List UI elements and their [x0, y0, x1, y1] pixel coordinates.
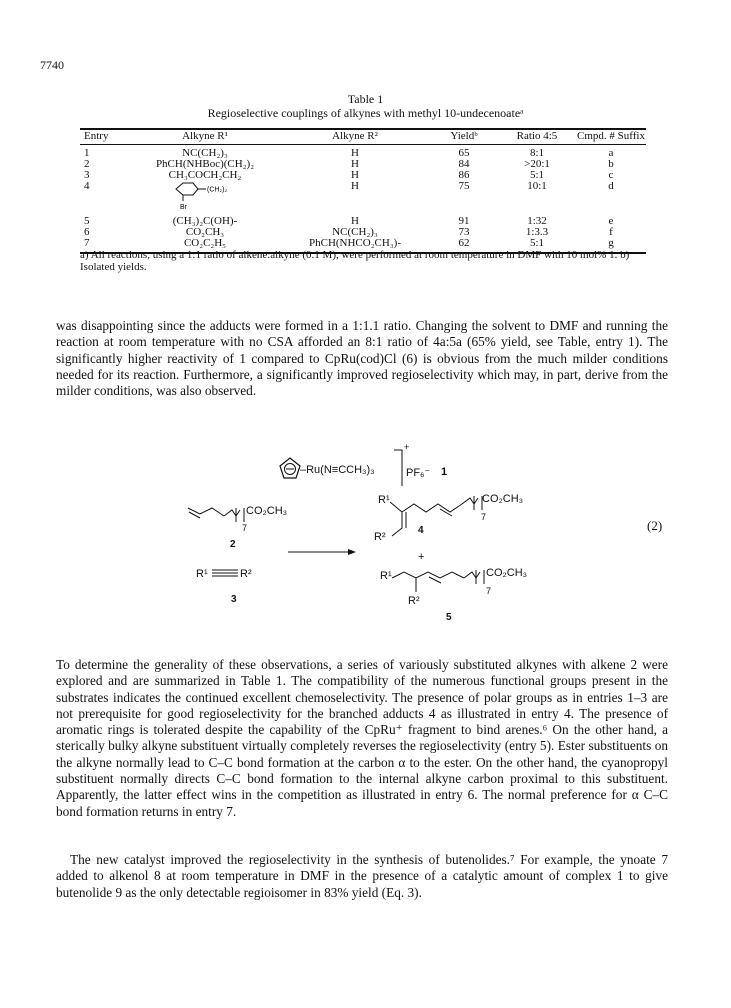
cell-ratio: 1:3.3 [525, 226, 549, 238]
cell-entry: 2 [84, 158, 90, 170]
cell-suffix: e [608, 215, 614, 227]
cell-ratio: >20:1 [524, 158, 550, 170]
alkyne-r1: R¹ [196, 568, 208, 580]
cell-r1: CO₂C₂H₅ [183, 237, 227, 249]
cell-ratio: 5:1 [529, 169, 545, 181]
cell-yield: 75 [458, 180, 470, 192]
entry4-bromo-label: Br [180, 204, 187, 211]
product5-r2: R² [408, 595, 420, 607]
product4-label: 4 [418, 525, 424, 536]
cell-entry: 7 [84, 237, 90, 249]
alkene-subscript: 7 [242, 523, 248, 533]
cell-yield: 62 [458, 237, 470, 249]
cell-yield: 91 [458, 215, 470, 227]
cell-r2: H [351, 180, 359, 192]
alkyne-triple-bond [212, 570, 238, 576]
cell-r1-structure [130, 181, 280, 216]
header-yield: Yieldᵇ [450, 130, 478, 142]
cell-entry: 3 [84, 169, 90, 181]
cell-yield: 65 [458, 147, 470, 159]
cell-r1: NC(CH₂)₃ [182, 147, 228, 159]
page-number: 7740 [40, 58, 64, 72]
cell-suffix: f [609, 226, 613, 238]
table-row [80, 145, 646, 159]
catalyst-label: 1 [441, 466, 448, 478]
table-1 [80, 128, 646, 254]
cell-ratio: 10:1 [527, 180, 547, 192]
header-alkyne-r2: Alkyne R² [332, 130, 378, 142]
cell-suffix: g [608, 237, 614, 249]
data-table [80, 130, 646, 252]
entry4-substituent-label: (CH₂)₂ [207, 186, 228, 194]
cell-r2: H [351, 158, 359, 170]
alkene-group: CO₂CH₃ [246, 505, 288, 517]
cell-suffix: c [608, 169, 614, 181]
cell-suffix: a [608, 147, 614, 159]
header-alkyne-r1: Alkyne R¹ [182, 130, 228, 142]
product4-r1: R¹ [378, 494, 390, 506]
product4-group: CO₂CH₃ [482, 493, 524, 505]
catalyst-counterion: PF₆⁻ [406, 467, 431, 479]
paragraph-2: To determine the generality of these observations, a series of variously substituted alkynes with alkene 2 were explored and are summarized in Table 1. The compatibility of the numerous functional groups present in the substrates indicates the continued excellent chemoselectivity. The presence of polar groups as in entries 1–3 are not prerequisite for good regioselectivity for the branched adducts 4 as illustrated in entry 4. The presence of aromatic rings is tolerated despite the capability of the CpRu⁺ fragment to bind arenes.⁶ On the other hand, a sterically bulky alkyne substituent virtually completely reverses the regioselectivity (entry 5). Ester substituents on the alkyne normally lead to C–C bond formation at the carbon α to the ester. On the other hand, the cyanopropyl substituent normally directs C–C bond formation to the internal alkyne carbon proximal to this substituent. Apparently, the latter effect wins in the competition as illustrated in entry 6. The normal preference for α C–C bond formation returns in entry 7. [56, 657, 668, 819]
cell-r1: (CH₃)₂C(OH)- [172, 215, 238, 227]
cell-r2: PhCH(NHCO₂CH₃)- [308, 237, 401, 249]
cell-r1: PhCH(NHBoc)(CH₂)₂ [155, 158, 255, 170]
paragraph-1: was disappointing since the adducts were formed in a 1:1.1 ratio. Changing the solvent to DMF and running the reaction at room temperature with no CSA afforded an 8:1 ratio of 4a:5a (65% yield, see Table, entry 1). The significantly higher reactivity of 1 compared to CpRu(cod)Cl (6) is obvious from the much milder conditions needed for its reaction. Furthermore, a significantly improved regioselectivity which may, in part, derive from the milder conditions, was also observed. [56, 318, 668, 399]
product5-subscript: 7 [486, 586, 492, 596]
product5-label: 5 [446, 612, 452, 623]
cell-ratio: 5:1 [529, 237, 545, 249]
paragraph-3: The new catalyst improved the regioselectivity in the synthesis of butenolides.⁷ For example, the ynoate 7 added to alkenol 8 at room temperature in DMF in the presence of a catalytic amount of complex 1 to give butenolide 9 as the only detectable regioisomer in 83% yield (Eq. 3). [56, 852, 668, 900]
reaction-scheme [0, 430, 731, 630]
cell-yield: 86 [458, 169, 470, 181]
table-row [80, 170, 646, 181]
cell-yield: 84 [458, 158, 470, 170]
alkene-label: 2 [230, 539, 236, 550]
cell-r2: H [351, 215, 359, 227]
bromophenyl-structure [170, 181, 250, 213]
table-footnote: a) All reactions, using a 1:1 ratio of alkene:alkyne (0.1 M), were performed at room temperature in DMF with 10 mol% 1. b) Isolated yields. [80, 249, 630, 273]
cell-ratio: 1:32 [527, 215, 547, 227]
header-suffix: Cmpd. # Suffix [577, 130, 645, 142]
plus-sign: + [418, 551, 425, 563]
cell-suffix: d [608, 180, 614, 192]
product-5-structure [392, 570, 484, 592]
table-caption-text: Regioselective couplings of alkynes with methyl 10-undecenoateᵃ [207, 106, 524, 120]
cyclopentadienyl-icon [280, 458, 300, 478]
table-header-row [80, 130, 646, 144]
cell-r2: NC(CH₂)₃ [332, 226, 378, 238]
header-ratio: Ratio 4:5 [516, 130, 558, 142]
product-4-structure [390, 496, 482, 536]
alkyne-label: 3 [231, 594, 237, 605]
catalyst-charge: + [404, 442, 410, 452]
cell-r1: CH₃COCH₂CH₂ [168, 169, 242, 181]
cell-entry: 4 [84, 180, 90, 192]
catalyst-formula: –Ru(N≡CCH₃)₃ [300, 464, 375, 476]
cell-r1: CO₂CH₃ [185, 226, 225, 238]
product5-group: CO₂CH₃ [486, 567, 528, 579]
cell-entry: 6 [84, 226, 90, 238]
alkyne-r2: R² [240, 568, 252, 580]
product4-r2: R² [374, 531, 386, 543]
cell-r2: H [351, 147, 359, 159]
cell-ratio: 8:1 [529, 147, 545, 159]
alkene-2-structure [188, 508, 244, 522]
cell-entry: 1 [84, 147, 90, 159]
product5-r1: R¹ [380, 570, 392, 582]
table-row [80, 159, 646, 170]
cell-entry: 5 [84, 215, 90, 227]
cell-yield: 73 [458, 226, 470, 238]
cell-suffix: b [608, 158, 614, 170]
equation-number: (2) [647, 518, 663, 533]
reaction-arrow [288, 549, 356, 555]
product4-subscript: 7 [481, 512, 487, 522]
cell-r2: H [351, 169, 359, 181]
header-entry: Entry [84, 130, 109, 142]
table-caption-title: Table 1 [347, 92, 384, 106]
table-row [80, 181, 646, 216]
